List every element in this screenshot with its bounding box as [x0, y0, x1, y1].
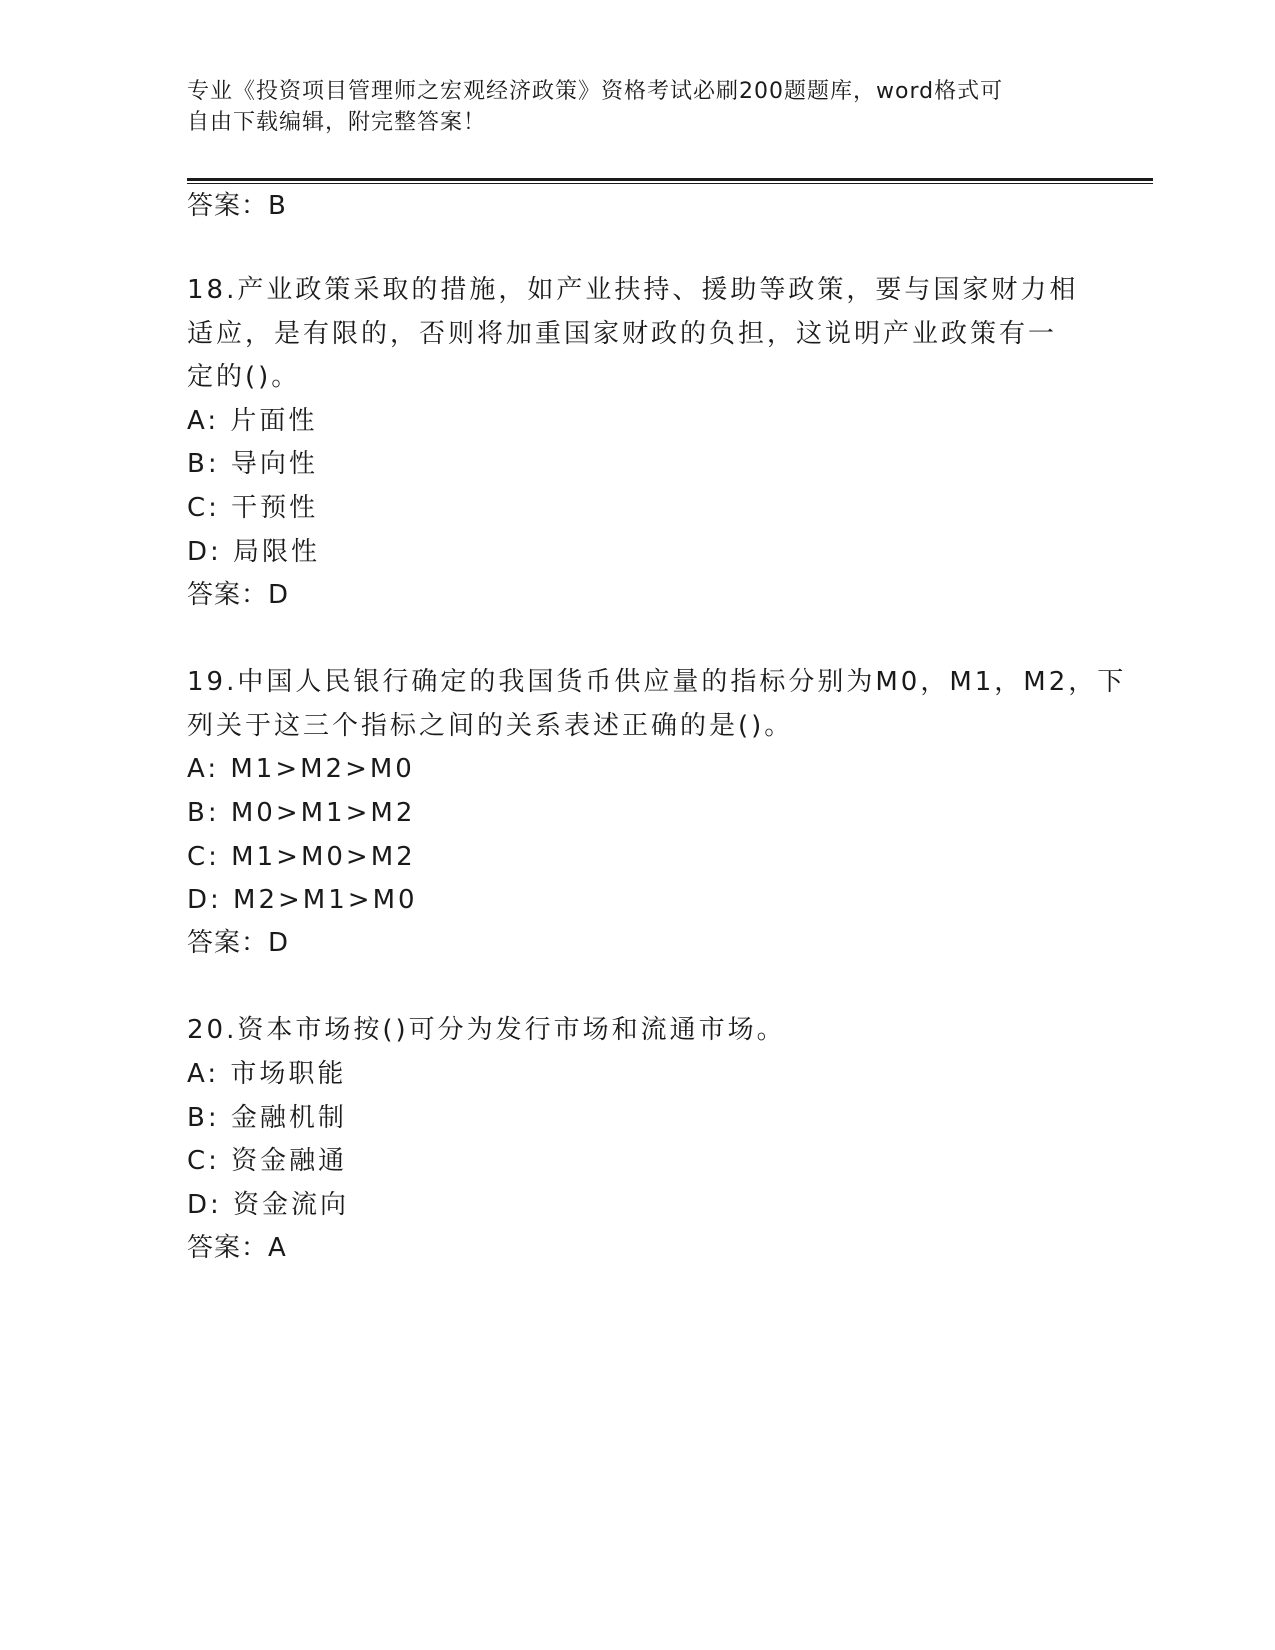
header-line-2: 自由下载编辑，附完整答案！ — [187, 110, 487, 135]
question-20-answer: 答案：A — [187, 1233, 287, 1263]
question-20-line-1: 20.资本市场按()可分为发行市场和流通市场。 — [187, 1015, 786, 1045]
question-19-line-1: 19.中国人民银行确定的我国货币供应量的指标分别为M0，M1，M2，下 — [187, 667, 1127, 697]
question-18-option-a: A: 片面性 — [187, 406, 318, 436]
document-header — [187, 76, 1087, 138]
question-18-option-d: D: 局限性 — [187, 537, 321, 567]
header-divider-thin — [187, 183, 1153, 184]
header-line-1: 专业《投资项目管理师之宏观经济政策》资格考试必刷200题题库，word格式可 — [187, 79, 1004, 104]
question-18-answer: 答案：D — [187, 580, 290, 610]
question-20-option-d: D: 资金流向 — [187, 1190, 350, 1220]
question-19-line-2: 列关于这三个指标之间的关系表述正确的是()。 — [187, 711, 794, 741]
question-18-line-2: 适应，是有限的，否则将加重国家财政的负担，这说明产业政策有一 — [187, 319, 1058, 349]
question-19-answer: 答案：D — [187, 928, 290, 958]
question-18-line-3: 定的()。 — [187, 362, 301, 392]
question-18-option-c: C: 干预性 — [187, 493, 319, 523]
question-20-option-b: B: 金融机制 — [187, 1103, 347, 1133]
question-18-option-b: B: 导向性 — [187, 449, 318, 479]
question-19-option-b: B: M0>M1>M2 — [187, 798, 416, 828]
question-20-option-c: C: 资金融通 — [187, 1146, 348, 1176]
question-19-option-a: A: M1>M2>M0 — [187, 754, 415, 784]
question-19-option-c: C: M1>M0>M2 — [187, 842, 416, 872]
question-19-option-d: D: M2>M1>M0 — [187, 885, 418, 915]
header-divider-thick — [187, 178, 1153, 181]
question-18-line-1: 18.产业政策采取的措施，如产业扶持、援助等政策，要与国家财力相 — [187, 275, 1079, 305]
question-20-option-a: A: 市场职能 — [187, 1059, 347, 1089]
previous-answer: 答案：B — [187, 191, 287, 221]
